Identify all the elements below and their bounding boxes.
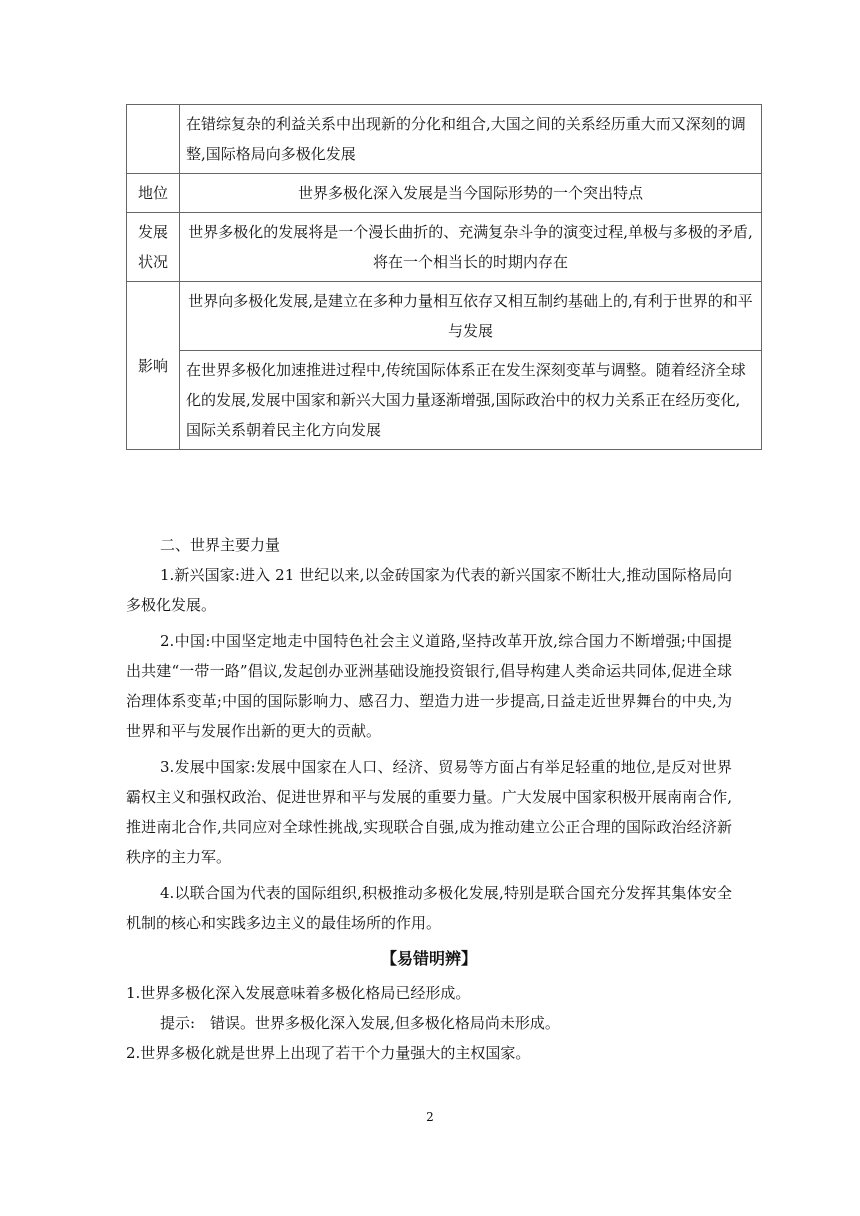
paragraph: 1.新兴国家:进入 21 世纪以来,以金砖国家为代表的新兴国家不断壮大,推动国际格局向多极化发展。 [126, 566, 732, 614]
paragraph: 3.发展中国家:发展中国家在人口、经济、贸易等方面占有举足轻重的地位,是反对世界霸权主义和强权政治、促进世界和平与发展的重要力量。广大发展中国家积极开展南南合作,推进南北合作,共同应对全球性挑战,实现联合自强,成为推动建立公正合理的国际政治经济新秩序的主力军。 [126, 758, 732, 866]
table-label-cell: 影响 [127, 282, 180, 450]
table-row [127, 351, 762, 450]
section-main-forces [126, 530, 732, 1068]
table-row [127, 282, 762, 351]
hint: 提示: 错误。世界多极化深入发展,但多极化格局尚未形成。 [160, 1014, 560, 1032]
table-label-cell-empty [127, 105, 180, 174]
table-label-cell: 发展状况 [127, 213, 180, 282]
table-cell: 在错综复杂的利益关系中出现新的分化和组合,大国之间的关系经历重大而又深刻的调整,国际格局向多极化发展 [180, 105, 762, 174]
table-label-cell: 地位 [127, 174, 180, 213]
table-cell: 世界多极化的发展将是一个漫长曲折的、充满复杂斗争的演变过程,单极与多极的矛盾,将在一个相当长的时期内存在 [180, 213, 762, 282]
table-row [127, 174, 762, 213]
error-section-title: 【易错明辨】 [380, 949, 477, 968]
polarization-table [126, 104, 762, 450]
table-cell: 世界向多极化发展,是建立在多种力量相互依存又相互制约基础上的,有利于世界的和平与发展 [180, 282, 762, 351]
page-number: 2 [426, 1110, 434, 1124]
paragraph: 4.以联合国为代表的国际组织,积极推动多极化发展,特别是联合国充分发挥其集体安全机制的核心和实践多边主义的最佳场所的作用。 [126, 884, 732, 932]
table-cell: 世界多极化深入发展是当今国际形势的一个突出特点 [180, 174, 762, 213]
section-heading: 二、世界主要力量 [160, 536, 281, 554]
table-cell: 在世界多极化加速推进过程中,传统国际体系正在发生深刻变革与调整。随着经济全球化的发展,发展中国家和新兴大国力量逐渐增强,国际政治中的权力关系正在经历变化,国际关系朝着民主化方向发展 [180, 351, 762, 450]
question: 2.世界多极化就是世界上出现了若干个力量强大的主权国家。 [126, 1044, 531, 1062]
table-row [127, 213, 762, 282]
question: 1.世界多极化深入发展意味着多极化格局已经形成。 [126, 984, 471, 1002]
paragraph: 2.中国:中国坚定地走中国特色社会主义道路,坚持改革开放,综合国力不断增强;中国提出共建“一带一路”倡议,发起创办亚洲基础设施投资银行,倡导构建人类命运共同体,促进全球治理体系变革;中国的国际影响力、感召力、塑造力进一步提高,日益走近世界舞台的中央,为世界和平与发展作出新的更大的贡献。 [126, 632, 732, 740]
table-row [127, 105, 762, 174]
